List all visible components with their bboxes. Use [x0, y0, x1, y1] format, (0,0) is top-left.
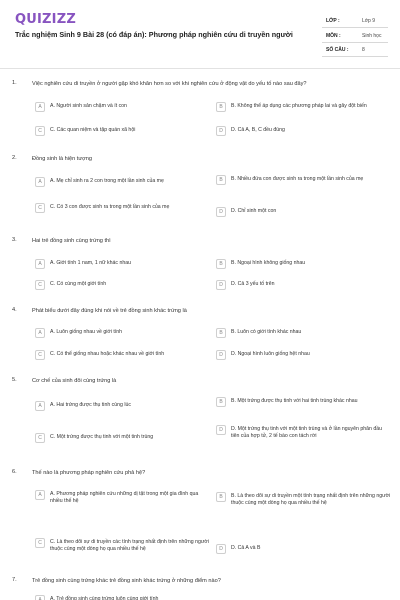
- option-text: A. Mẹ chỉ sinh ra 2 con trong một lần sinh của mẹ: [50, 178, 164, 184]
- option-text: A. Trẻ đồng sinh cùng trứng luôn cùng giới tính: [50, 596, 159, 600]
- option-text: B. Là theo dõi sự di truyền một tính trạng nhất định trên những người thuộc cùng một dòng họ qua nhiều thế hệ: [231, 493, 391, 506]
- option-text: C. Một trứng được thụ tinh với một tinh trùng: [50, 434, 154, 440]
- question-number: 6.: [12, 469, 17, 475]
- option-text: A. Hai trứng được thụ tinh cùng lúc: [50, 402, 131, 408]
- option-letter-box: C: [35, 126, 45, 136]
- question-text: Thế nào là phương pháp nghiên cứu phả hệ?: [32, 470, 146, 476]
- option-letter-box: A: [35, 595, 45, 600]
- question-text: Phát biểu dưới đây đúng khi nói về trẻ đồng sinh khác trứng là: [32, 308, 187, 314]
- option-letter-box: A: [35, 177, 45, 187]
- meta-grade-label: LỚP :: [326, 18, 340, 24]
- option-letter-box: A: [35, 102, 45, 112]
- option-letter-box: C: [35, 280, 45, 290]
- question-number: 7.: [12, 577, 17, 583]
- option-letter-box: A: [35, 259, 45, 269]
- option-text: C. Có 3 con được sinh ra trong một lần sinh của mẹ: [50, 204, 170, 210]
- option-letter-box: B: [216, 102, 226, 112]
- option-letter-box: C: [35, 350, 45, 360]
- option-text: C. Có thể giống nhau hoặc khác nhau về giới tính: [50, 351, 165, 357]
- worksheet-title: Trắc nghiệm Sinh 9 Bài 28 (có đáp án): Phương pháp nghiên cứu di truyền người: [15, 30, 293, 39]
- option-text: A. Phương pháp nghiên cứu những dị tật trong một gia đình qua nhiều thế hệ: [50, 491, 199, 504]
- option-letter-box: A: [35, 328, 45, 338]
- option-letter-box: B: [216, 259, 226, 269]
- option-text: C. Là theo dõi sự di truyền các tính trạng nhất định trên những người thuộc cùng một dòng họ qua nhiều thế hệ: [50, 539, 209, 552]
- question-number: 2.: [12, 155, 17, 161]
- option-text: A. Giới tính 1 nam, 1 nữ khác nhau: [50, 260, 131, 266]
- option-letter-box: A: [35, 401, 45, 411]
- question-text: Đồng sinh là hiện tượng: [32, 156, 92, 162]
- option-letter-box: B: [216, 175, 226, 185]
- question-text: Trẻ đồng sinh cùng trứng khác trẻ đồng sinh khác trứng ở những điểm nào?: [32, 578, 221, 584]
- meta-question-count-label: SỐ CÂU :: [326, 47, 349, 53]
- question-text: Việc nghiên cứu di truyền ở người gặp khó khăn hơn so với khi nghiên cứu ở động vật do yếu tố nào sau đây?: [32, 81, 307, 87]
- option-letter-box: B: [216, 328, 226, 338]
- option-letter-box: D: [216, 126, 226, 136]
- question-number: 4.: [12, 307, 17, 313]
- option-letter-box: D: [216, 425, 226, 435]
- question-text: Cơ chế của sinh đôi cùng trứng là: [32, 378, 117, 384]
- option-text: C. Các quan niệm và tập quán xã hội: [50, 127, 136, 133]
- option-letter-box: D: [216, 350, 226, 360]
- option-text: B. Không thể áp dụng các phương pháp lai và gây đột biến: [231, 103, 367, 109]
- option-text: D. Chỉ sinh một con: [231, 208, 277, 214]
- option-text: A. Luôn giống nhau về giới tính: [50, 329, 123, 335]
- option-text: A. Người sinh sản chậm và ít con: [50, 103, 127, 109]
- option-text: B. Nhiều đứa con được sinh ra trong một lần sinh của mẹ: [231, 176, 364, 182]
- option-letter-box: C: [35, 433, 45, 443]
- option-text: D. Cả A, B, C đều đúng: [231, 127, 285, 133]
- option-letter-box: C: [35, 203, 45, 213]
- option-text: B. Một trứng được thụ tinh với hai tinh trùng khác nhau: [231, 398, 358, 404]
- meta-grade-value: Lớp 9: [362, 18, 376, 24]
- question-number: 5.: [12, 377, 17, 383]
- option-text: C. Có cùng một giới tính: [50, 281, 107, 287]
- meta-subject-label: MÔN :: [326, 33, 341, 39]
- worksheet-header: [0, 0, 400, 66]
- option-letter-box: D: [216, 280, 226, 290]
- option-text: D. Một trứng thụ tinh với một tinh trùng và ở lần nguyên phân đầu tiên của hợp tử, 2 tế bào con tách rời: [231, 426, 382, 439]
- option-letter-box: B: [216, 492, 226, 502]
- quizizz-logo: QUIZIZZ: [15, 12, 76, 27]
- question-text: Hai trẻ đồng sinh cùng trứng thì: [32, 238, 111, 244]
- option-letter-box: D: [216, 544, 226, 554]
- meta-question-count: [322, 44, 388, 57]
- question-number: 1.: [12, 80, 17, 86]
- option-letter-box: C: [35, 538, 45, 548]
- option-letter-box: A: [35, 490, 45, 500]
- option-text: B. Luôn có giới tính khác nhau: [231, 329, 302, 335]
- option-text: D. Cả A và B: [231, 545, 261, 551]
- option-text: B. Ngoại hình không giống nhau: [231, 260, 306, 266]
- meta-subject: [322, 30, 388, 43]
- meta-subject-value: Sinh học: [362, 33, 382, 39]
- header-divider: [0, 68, 400, 69]
- option-letter-box: B: [216, 397, 226, 407]
- meta-question-count-value: 8: [362, 47, 365, 53]
- meta-grade: [322, 15, 388, 28]
- option-text: D. Cả 3 yếu tố trên: [231, 281, 275, 287]
- question-number: 3.: [12, 237, 17, 243]
- option-letter-box: D: [216, 207, 226, 217]
- option-text: D. Ngoại hình luôn giống hệt nhau: [231, 351, 310, 357]
